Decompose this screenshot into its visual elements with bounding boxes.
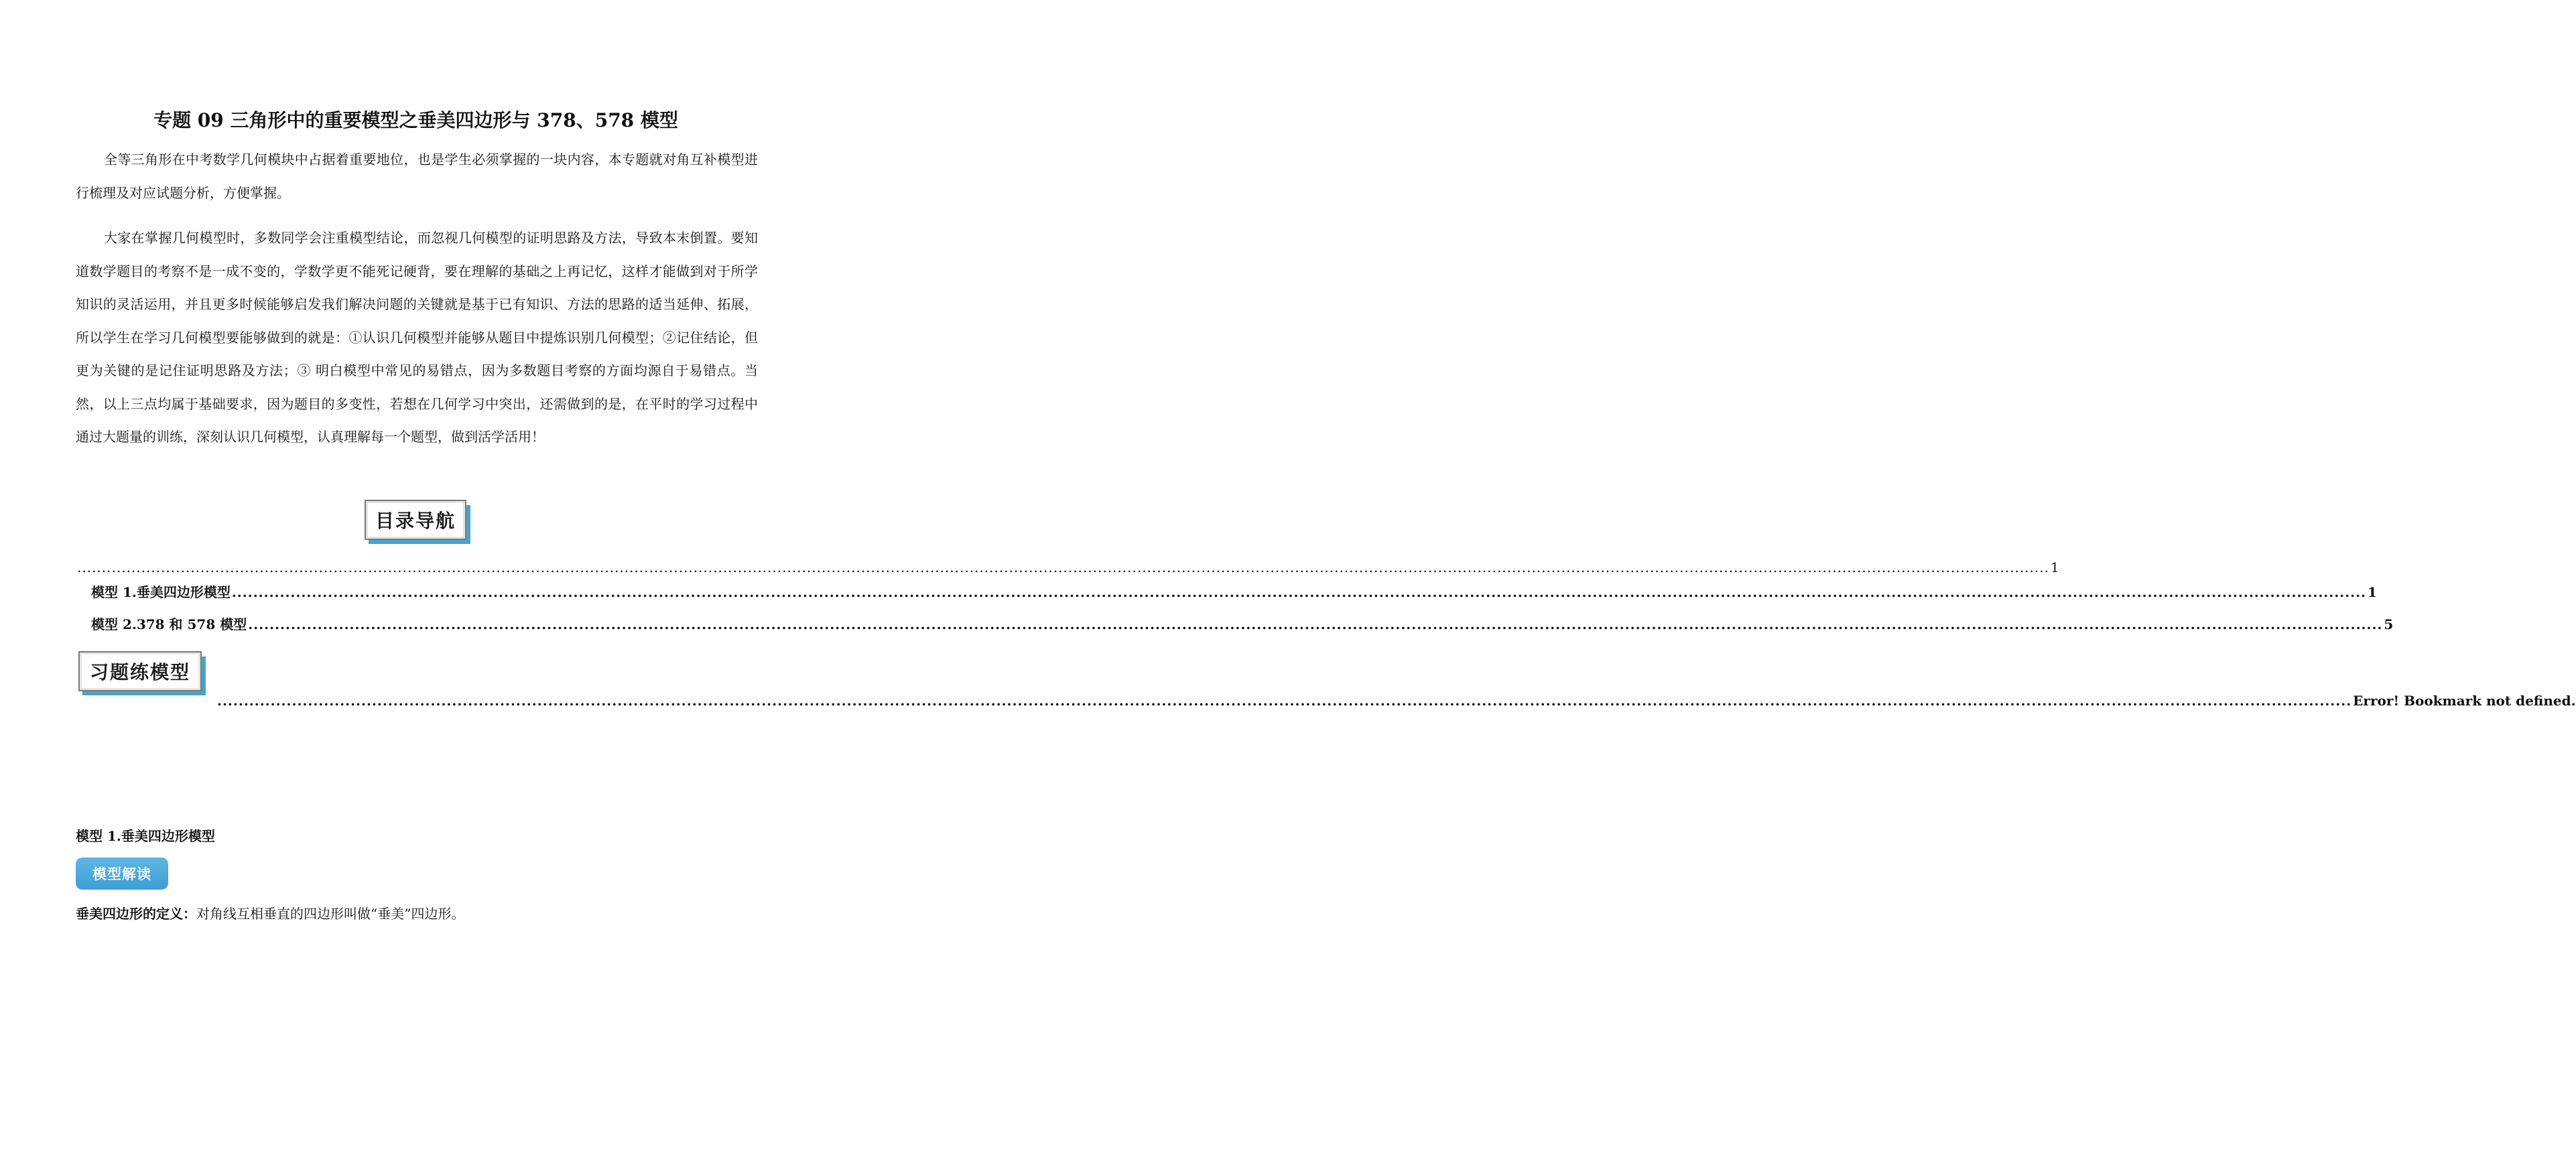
toc-entry-model-2[interactable] xyxy=(91,615,2394,634)
toc-entry-page: 1 xyxy=(2050,559,2059,575)
toc-leader-dots: ................................................................................................................................................................................................................................................................................................................................................................................................................ xyxy=(77,559,2049,575)
section-heading: 模型 1.垂美四边形模型 xyxy=(76,828,215,844)
model-interpretation-pill: 模型解读 xyxy=(76,857,168,890)
toc-entry-page: Error! Bookmark not defined. xyxy=(2353,693,2576,709)
definition-text: 对角线互相垂直的四边形叫做“垂美”四边形。 xyxy=(196,906,465,922)
intro-paragraph-2: 大家在掌握几何模型时，多数同学会注重模型结论，而忽视几何模型的证明思路及方法，导致本末倒置。要知道数学题目的考察不是一成不变的，学数学更不能死记硬背，要在理解的基础之上再记忆，这样才能做到对于所学知识的灵活运用，并且更多时候能够启发我们解决问题的关键就是基于已有知识、方法的思路的适当延伸、拓展，所以学生在学习几何模型要能够做到的就是：①认识几何模型并能够从题目中提炼识别几何模型；②记住结论，但更为关键的是记住证明思路及方法；③ 明白模型中常见的易错点，因为多数题目考察的方面均源自于易错点。当然，以上三点均属于基础要求，因为题目的多变性，若想在几何学习中突出，还需做到的是，在平时的学习过程中通过大题量的训练，深刻认识几何模型，认真理解每一个题型，做到活学活用！ xyxy=(76,230,758,445)
toc-badge xyxy=(365,500,470,544)
toc-entry-page: 1 xyxy=(2368,584,2377,600)
page-title: 专题 09 三角形中的重要模型之垂美四边形与 378、578 模型 xyxy=(153,109,678,131)
definition xyxy=(76,904,464,924)
toc-leader-dots: ................................................................................................................................................................................................................................................................................................................................................................................................................ xyxy=(231,584,2366,600)
toc-entry[interactable] xyxy=(76,558,2059,577)
toc-entry-model-1[interactable] xyxy=(91,583,2377,602)
toc-badge-label: 目录导航 xyxy=(365,500,466,540)
exercise-badge xyxy=(78,651,206,695)
toc-entry-exercises[interactable] xyxy=(216,691,2576,710)
toc-leader-dots: ................................................................................................................................................................................................................................................................................................................................................................................................................ xyxy=(217,693,2352,709)
exercise-badge-label: 习题练模型 xyxy=(78,651,202,691)
definition-term: 垂美四边形的定义： xyxy=(76,906,196,922)
toc-entry-page: 5 xyxy=(2384,616,2394,632)
toc-entry-label: 模型 2.378 和 578 模型 xyxy=(91,616,247,632)
toc-entry-label: 模型 1.垂美四边形模型 xyxy=(91,584,231,600)
intro-paragraph-1: 全等三角形在中考数学几何模块中占据着重要地位，也是学生必须掌握的一块内容，本专题就对角互补模型进行梳理及对应试题分析，方便掌握。 xyxy=(76,151,758,201)
toc-leader-dots: ................................................................................................................................................................................................................................................................................................................................................................................................................ xyxy=(248,616,2383,632)
